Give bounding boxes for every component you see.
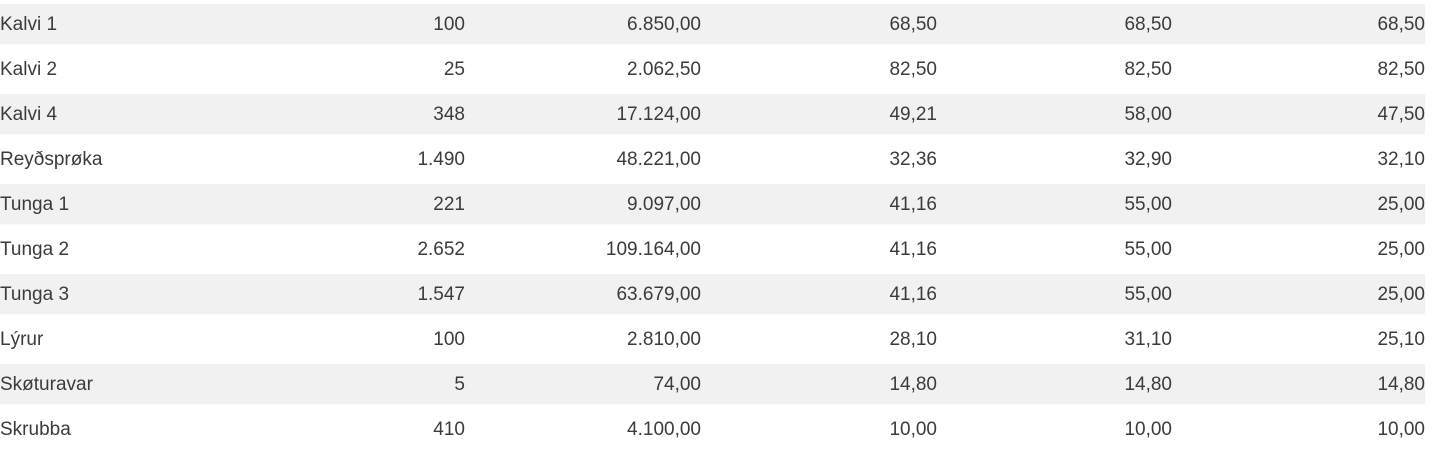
species-cell: Tunga 1 — [0, 184, 230, 229]
low-price-cell: 14,80 — [1172, 364, 1425, 409]
low-price-cell: 82,50 — [1172, 49, 1425, 94]
table-row — [0, 319, 1425, 364]
species-cell: Kalvi 2 — [0, 49, 230, 94]
quantity-cell: 348 — [230, 94, 465, 139]
avg-price-cell: 68,50 — [701, 4, 937, 49]
species-cell: Tunga 2 — [0, 229, 230, 274]
high-price-cell: 68,50 — [937, 4, 1172, 49]
amount-cell: 2.810,00 — [465, 319, 701, 364]
table-row — [0, 94, 1425, 139]
low-price-cell: 25,10 — [1172, 319, 1425, 364]
quantity-cell: 1.547 — [230, 274, 465, 319]
species-cell: Lýrur — [0, 319, 230, 364]
species-cell: Kalvi 1 — [0, 4, 230, 49]
avg-price-cell: 41,16 — [701, 229, 937, 274]
quantity-cell: 410 — [230, 409, 465, 454]
avg-price-cell: 41,16 — [701, 184, 937, 229]
price-table-body — [0, 4, 1425, 454]
table-row — [0, 4, 1425, 49]
high-price-cell: 55,00 — [937, 184, 1172, 229]
amount-cell: 9.097,00 — [465, 184, 701, 229]
low-price-cell: 32,10 — [1172, 139, 1425, 184]
avg-price-cell: 49,21 — [701, 94, 937, 139]
avg-price-cell: 10,00 — [701, 409, 937, 454]
avg-price-cell: 41,16 — [701, 274, 937, 319]
amount-cell: 63.679,00 — [465, 274, 701, 319]
high-price-cell: 58,00 — [937, 94, 1172, 139]
price-table — [0, 4, 1425, 454]
amount-cell: 74,00 — [465, 364, 701, 409]
high-price-cell: 82,50 — [937, 49, 1172, 94]
amount-cell: 109.164,00 — [465, 229, 701, 274]
high-price-cell: 55,00 — [937, 229, 1172, 274]
high-price-cell: 10,00 — [937, 409, 1172, 454]
table-row — [0, 184, 1425, 229]
high-price-cell: 55,00 — [937, 274, 1172, 319]
species-cell: Skøturavar — [0, 364, 230, 409]
quantity-cell: 221 — [230, 184, 465, 229]
table-row — [0, 49, 1425, 94]
amount-cell: 2.062,50 — [465, 49, 701, 94]
low-price-cell: 25,00 — [1172, 184, 1425, 229]
table-row — [0, 229, 1425, 274]
low-price-cell: 47,50 — [1172, 94, 1425, 139]
low-price-cell: 10,00 — [1172, 409, 1425, 454]
avg-price-cell: 28,10 — [701, 319, 937, 364]
table-row — [0, 364, 1425, 409]
low-price-cell: 25,00 — [1172, 274, 1425, 319]
amount-cell: 6.850,00 — [465, 4, 701, 49]
high-price-cell: 14,80 — [937, 364, 1172, 409]
quantity-cell: 100 — [230, 4, 465, 49]
species-cell: Reyðsprøka — [0, 139, 230, 184]
quantity-cell: 2.652 — [230, 229, 465, 274]
table-row — [0, 409, 1425, 454]
table-row — [0, 139, 1425, 184]
amount-cell: 48.221,00 — [465, 139, 701, 184]
quantity-cell: 100 — [230, 319, 465, 364]
quantity-cell: 1.490 — [230, 139, 465, 184]
avg-price-cell: 14,80 — [701, 364, 937, 409]
amount-cell: 17.124,00 — [465, 94, 701, 139]
quantity-cell: 25 — [230, 49, 465, 94]
species-cell: Skrubba — [0, 409, 230, 454]
high-price-cell: 32,90 — [937, 139, 1172, 184]
low-price-cell: 68,50 — [1172, 4, 1425, 49]
species-cell: Kalvi 4 — [0, 94, 230, 139]
avg-price-cell: 82,50 — [701, 49, 937, 94]
amount-cell: 4.100,00 — [465, 409, 701, 454]
avg-price-cell: 32,36 — [701, 139, 937, 184]
low-price-cell: 25,00 — [1172, 229, 1425, 274]
table-row — [0, 274, 1425, 319]
high-price-cell: 31,10 — [937, 319, 1172, 364]
species-cell: Tunga 3 — [0, 274, 230, 319]
quantity-cell: 5 — [230, 364, 465, 409]
